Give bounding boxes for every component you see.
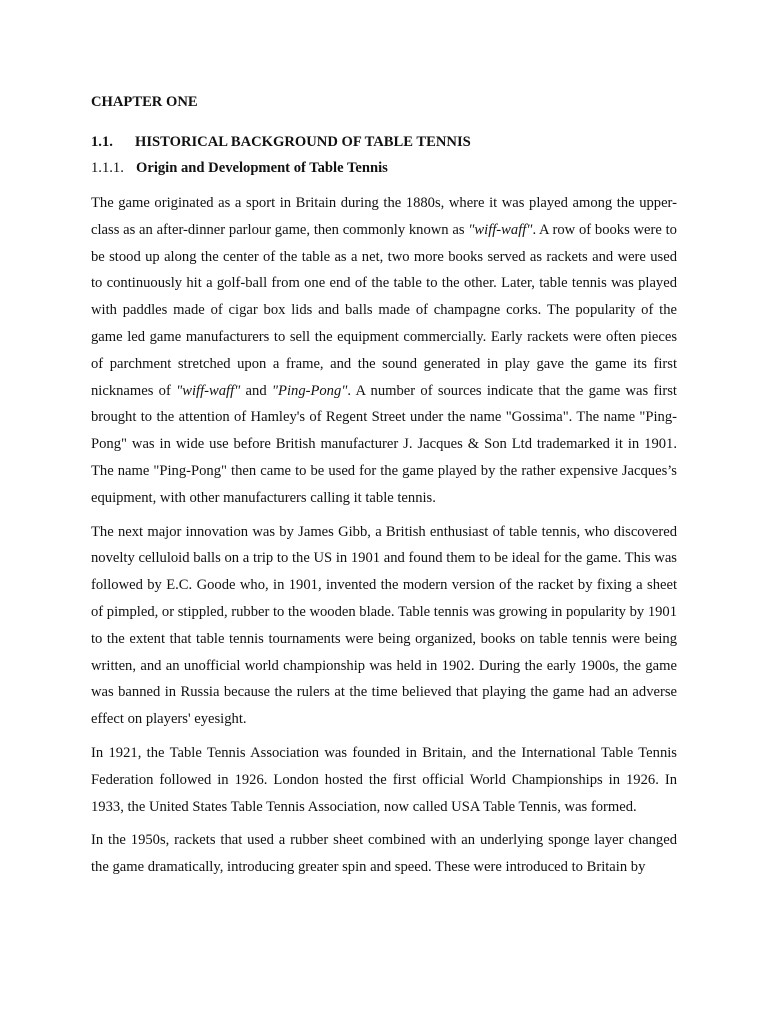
p1-italic-wiff-waff: "wiff-waff"	[468, 221, 533, 238]
section-number: 1.1.	[91, 134, 113, 150]
document-page	[91, 92, 677, 888]
section-title: HISTORICAL BACKGROUND OF TABLE TENNIS	[135, 134, 471, 150]
paragraph-1950s: In the 1950s, rackets that used a rubber sheet combined with an underlying sponge layer changed the game dramatically, introducing greater spin and speed. These were introduced to Britain by	[91, 832, 677, 876]
subsection-number: 1.1.1.	[91, 160, 124, 176]
chapter-title: CHAPTER ONE	[91, 94, 198, 110]
paragraph-origin	[91, 190, 677, 512]
subsection-title: Origin and Development of Table Tennis	[136, 160, 388, 176]
paragraph-associations: In 1921, the Table Tennis Association was founded in Britain, and the International Table Tennis Federation followed in 1926. London hosted the first official World Championships in 1926. In 1933, the United States Table Tennis Association, now called USA Table Tennis, was formed.	[91, 744, 677, 815]
p1-italic-ping-pong: "Ping-Pong"	[271, 382, 348, 399]
p1-text-2: . A row of books were to be stood up along the center of the table as a net, two more books served as rackets and were used to continuously hit a golf-ball from one end of the table to the other. Later, table tennis was played with paddles made of cigar box lids and balls made of champagne corks. The popularity of the game led game manufacturers to sell the equipment commercially. Early rackets were often pieces of parchment stretched upon a frame, and the sound generated in play gave the game its first nicknames of	[91, 221, 677, 399]
p1-text-1: The game originated as a sport in Britain during the 1880s, where it was played among the upper-class as an after-dinner parlour game, then commonly known as	[91, 195, 677, 238]
p1-text-3: and	[240, 382, 272, 399]
p1-italic-wiff-waff-2: "wiff-waff"	[176, 382, 241, 399]
subsection-heading	[91, 158, 677, 178]
section-heading	[91, 132, 677, 152]
paragraph-innovation: The next major innovation was by James Gibb, a British enthusiast of table tennis, who discovered novelty celluloid balls on a trip to the US in 1901 and found them to be ideal for the game. This was followed by E.C. Goode who, in 1901, invented the modern version of the racket by fixing a sheet of pimpled, or stippled, rubber to the wooden blade. Table tennis was growing in popularity by 1901 to the extent that table tennis tournaments were being organized, books on table tennis were being written, and an unofficial world championship was held in 1902. During the early 1900s, the game was banned in Russia because the rulers at the time believed that playing the game had an adverse effect on players' eyesight.	[91, 523, 678, 728]
p1-text-4: . A number of sources indicate that the game was first brought to the attention of Hamley's of Regent Street under the name "Gossima". The name "Ping-Pong" was in wide use before British manufacturer J. Jacques & Son Ltd trademarked it in 1901. The name "Ping-Pong" then came to be used for the game played by the rather expensive Jacques’s equipment, with other manufacturers calling it table tennis.	[91, 382, 677, 506]
